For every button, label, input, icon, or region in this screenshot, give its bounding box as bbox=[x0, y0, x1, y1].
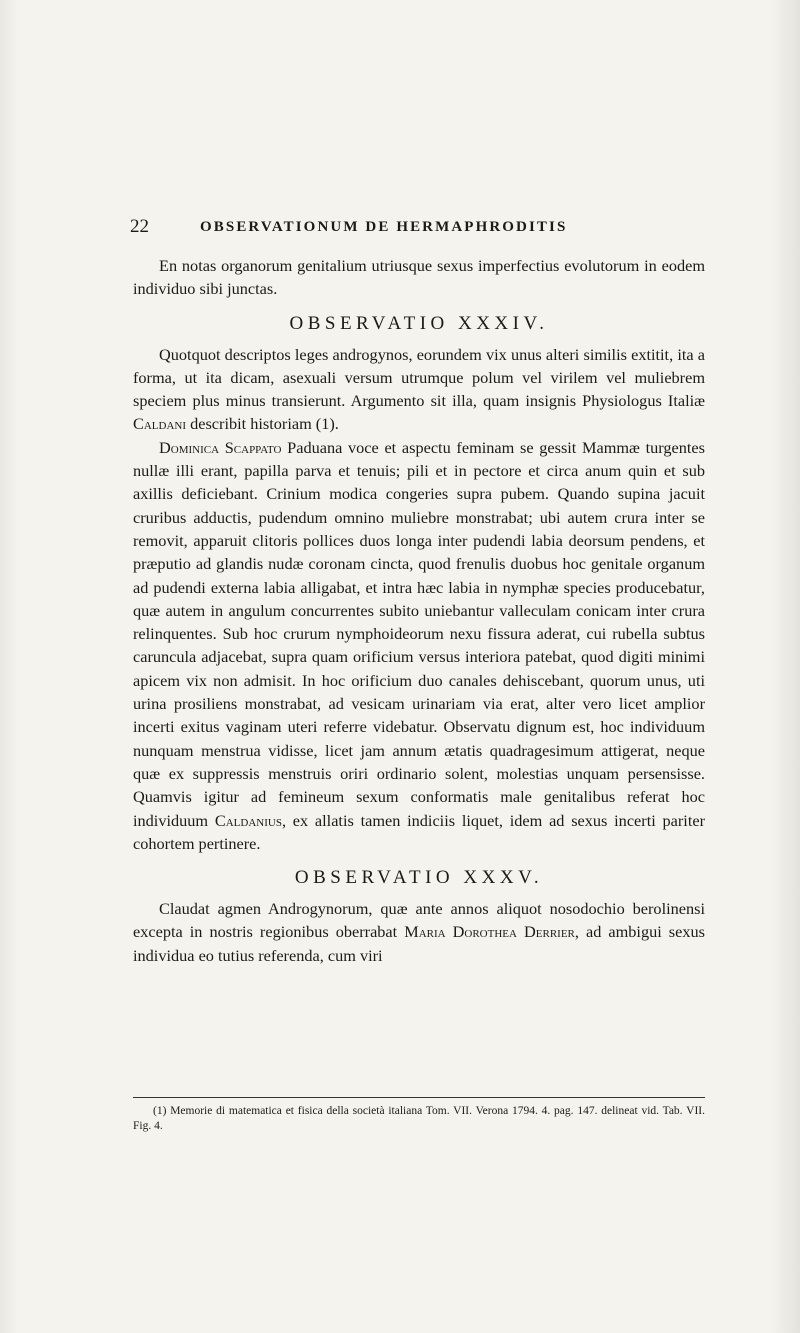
running-title: OBSERVATIONUM DE HERMAPHRODITIS bbox=[200, 219, 568, 235]
observation-34-paragraph-2 bbox=[133, 436, 705, 855]
patient-name: Maria Dorothea Derrier bbox=[404, 922, 575, 942]
observation-35-paragraph-1 bbox=[133, 897, 705, 967]
text-run: , ex allatis tamen indiciis liquet, idem ad sexus incerti pariter cohortem pertinere. bbox=[133, 810, 706, 853]
text-run: Quotquot descriptos leges androgynos, eorundem vix unus alteri similis extitit, ita a forma, ut ita dicam, asexuali versum utrumque polum vel virilem vel muliebrem speciem plus minus transierunt. Argumento sit illa, quam insignis Physiologus Italiæ bbox=[133, 344, 705, 411]
text-run: describit historiam (1). bbox=[186, 414, 339, 434]
page-header bbox=[130, 216, 710, 240]
text-run: Claudat agmen Androgynorum, quæ ante annos aliquot nosodochio berolinensi excepta in nostris regionibus oberrabat bbox=[133, 899, 705, 942]
body-text bbox=[133, 254, 705, 967]
patient-name: Dominica Scappato bbox=[159, 437, 282, 457]
author-name: Caldani bbox=[133, 414, 187, 434]
footnote-1: (1) Memorie di matematica et fisica della società italiana Tom. VII. Verona 1794. 4. pag. 147. delineat vid. Tab. VII. Fig. 4. bbox=[133, 1105, 705, 1132]
text-run: , ad ambigui sexus individua eo tutius referenda, cum viri bbox=[133, 922, 705, 965]
author-name: Caldanius bbox=[214, 810, 282, 830]
observation-34-paragraph-1 bbox=[133, 343, 705, 436]
text-run: Paduana voce et aspectu feminam se gessit Mammæ turgentes nullæ illi erant, papilla parva et tenuis; pili et in pectore et circa anum quin et sub axillis deficiebant. Crinium modica congeries supra pubem. Quando supina jacuit cruribus adductis, pudendum omnino muliebre monstrabat; ubi autem crura inter se removit, apparuit clitoris pollices duos longa inter pudendi labia deorsum pendens, et præputio ad glandis nudæ coronam cincta, quod frenulis duobus hoc genitale organum ad pudendi externa labia alligabat, et intra hæc labia in nymphæ species producebatur, quæ autem in angulum concurrentes subito uniebantur valleculam conicam inter crura relinquentes. Sub hoc crurum nymphoideorum nexu fissura aderat, cui rubella subtus caruncula adjacebat, supra quam orificium versus interiora patebat, quod digiti minimi apicem vix non admisit. In hoc orificium duo canales dehiscebant, quorum unus, uti urina prosiliens monstrabat, ad vesicam urinariam via erat, alter vero licet amplior incerti exitus vaginam uteri referre videbatur. Observatu dignum est, hoc individuum nunquam menstrua vidisse, licet jam annum ætatis quadragesimum attigerat, neque quæ ex suppressis menstruis oriri ordinario solent, molestias unquam persensisse. Quamvis igitur ad femineum sexum conformatis male genitalibus referat hoc individuum bbox=[133, 437, 705, 830]
observation-35-heading: OBSERVATIO XXXV. bbox=[294, 867, 544, 889]
footnotes bbox=[133, 1097, 705, 1134]
page-number: 22 bbox=[130, 216, 149, 237]
observation-34-heading: OBSERVATIO XXXIV. bbox=[289, 312, 549, 334]
intro-paragraph: En notas organorum genitalium utriusque sexus imperfectius evolutorum in eodem individuo sibi junctas. bbox=[133, 256, 705, 299]
